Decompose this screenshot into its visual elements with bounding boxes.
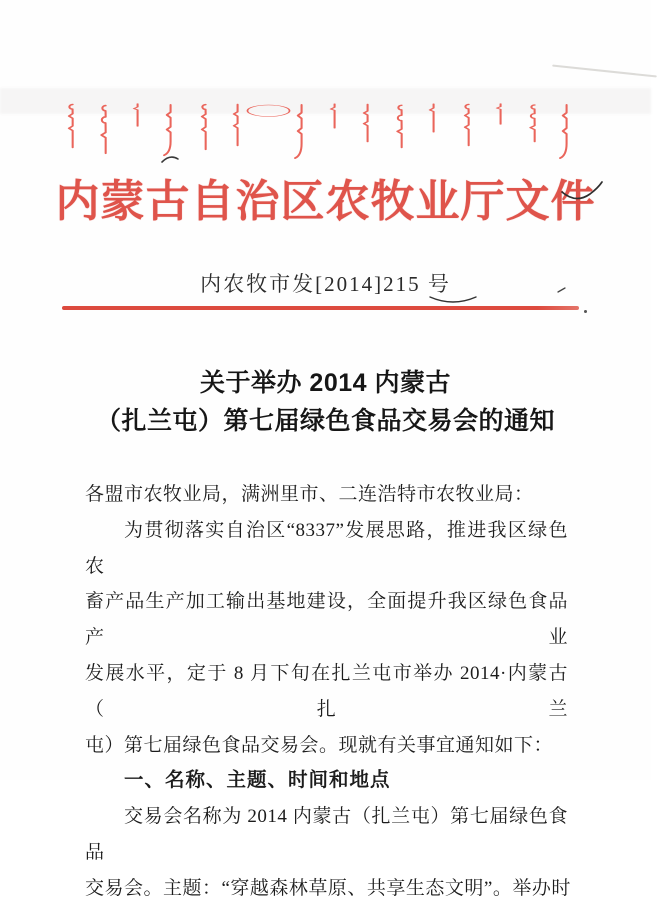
body-section-heading: 一、名称、主题、时间和地点	[124, 769, 391, 792]
mongolian-glyph-column	[197, 103, 210, 151]
notice-body	[85, 477, 571, 907]
agency-letterhead-title: 内蒙古自治区农牧业厅文件	[55, 177, 596, 226]
mongolian-glyph-column	[493, 103, 506, 125]
body-line: 屯）第七届绿色食品交易会。现就有关事宜通知如下：	[85, 734, 554, 756]
red-divider-line	[62, 306, 579, 310]
body-line: 各盟市农牧业局，满洲里市、二连浩特市农牧业局：	[85, 484, 534, 505]
mongolian-glyph-column	[294, 103, 307, 161]
mongolian-glyph-column	[130, 103, 143, 127]
body-line: 畜产品生产加工输出基地建设，全面提升我区绿色食品产业	[85, 591, 568, 649]
mongolian-glyph-column	[360, 103, 373, 143]
body-line: 交易会名称为 2014 内蒙古（扎兰屯）第七届绿色食品	[85, 806, 568, 863]
mongolian-glyph-column	[97, 103, 110, 155]
mongolian-glyph-column	[163, 103, 176, 158]
mongolian-glyph-column	[263, 103, 274, 118]
notice-title-line2: （扎兰屯）第七届绿色食品交易会的通知	[95, 407, 555, 435]
body-line: 为贯彻落实自治区“8337”发展思路，推进我区绿色农	[85, 519, 568, 577]
mongolian-glyph-column	[460, 103, 473, 147]
mongolian-glyph-column	[393, 103, 406, 149]
mongolian-glyph-column	[426, 103, 439, 133]
scan-artifact-line	[552, 65, 657, 78]
mongolian-glyph-column	[230, 103, 243, 147]
mongolian-glyph-column	[327, 103, 340, 129]
body-line: 交易会。主题：“穿越森林草原、共享生态文明”。举办时	[85, 877, 571, 899]
mongolian-glyph-column	[526, 103, 539, 143]
mongolian-glyph-column	[64, 103, 77, 149]
scan-dot	[584, 310, 587, 313]
notice-title-line1: 关于举办 2014 内蒙古	[199, 369, 451, 397]
mongolian-glyph-column	[559, 103, 572, 161]
mongolian-script-header	[64, 103, 572, 169]
body-line: 发展水平，定于 8 月下旬在扎兰屯市举办 2014·内蒙古（扎兰	[85, 662, 568, 720]
notice-title	[0, 364, 651, 440]
document-number: 内农牧市发[2014]215 号	[200, 272, 451, 296]
